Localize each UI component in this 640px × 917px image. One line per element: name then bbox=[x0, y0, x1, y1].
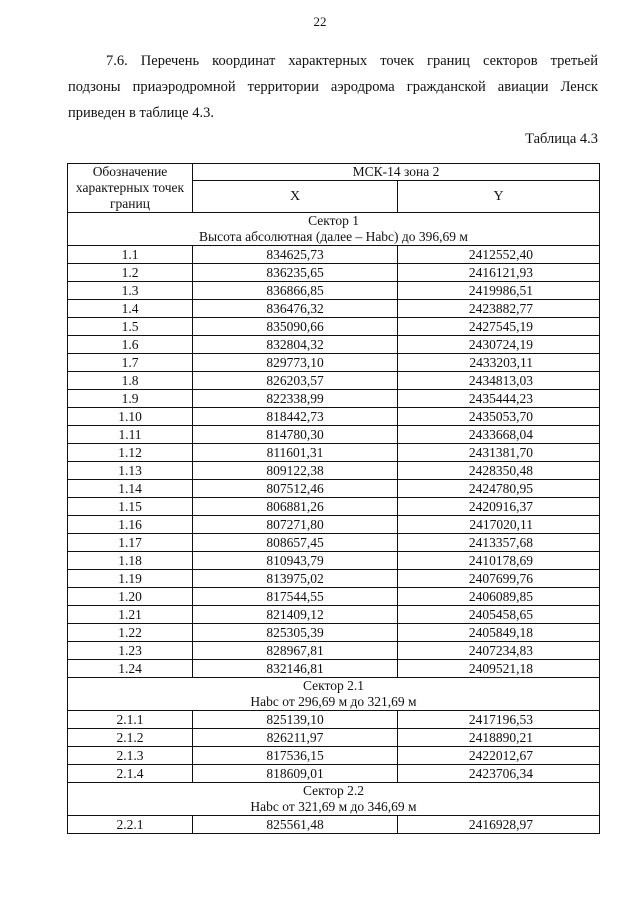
table-row bbox=[68, 318, 600, 336]
x-coordinate-cell: 810943,79 bbox=[193, 552, 398, 570]
paragraph-line-3: приведен в таблице 4.3. bbox=[68, 105, 214, 121]
x-coordinate-cell: 835090,66 bbox=[193, 318, 398, 336]
x-coordinate-cell: 836866,85 bbox=[193, 282, 398, 300]
y-coordinate-cell: 2434813,03 bbox=[398, 372, 600, 390]
point-designation-cell: 1.3 bbox=[68, 282, 193, 300]
x-coordinate-cell: 829773,10 bbox=[193, 354, 398, 372]
y-coordinate-cell: 2412552,40 bbox=[398, 246, 600, 264]
table-row bbox=[68, 588, 600, 606]
x-coordinate-cell: 814780,30 bbox=[193, 426, 398, 444]
x-coordinate-cell: 817536,15 bbox=[193, 747, 398, 765]
table-row bbox=[68, 390, 600, 408]
point-designation-cell: 2.1.4 bbox=[68, 765, 193, 783]
table-row bbox=[68, 372, 600, 390]
point-designation-cell: 2.1.2 bbox=[68, 729, 193, 747]
point-designation-cell: 1.13 bbox=[68, 462, 193, 480]
point-designation-cell: 1.5 bbox=[68, 318, 193, 336]
sector-header bbox=[68, 783, 600, 816]
point-designation-cell: 2.1.3 bbox=[68, 747, 193, 765]
sector-header-row bbox=[68, 783, 600, 816]
x-coordinate-cell: 832804,32 bbox=[193, 336, 398, 354]
y-coordinate-cell: 2417196,53 bbox=[398, 711, 600, 729]
point-designation-cell: 1.23 bbox=[68, 642, 193, 660]
y-coordinate-cell: 2424780,95 bbox=[398, 480, 600, 498]
point-designation-cell: 1.22 bbox=[68, 624, 193, 642]
table-row bbox=[68, 516, 600, 534]
table-caption: Таблица 4.3 bbox=[525, 131, 598, 147]
point-designation-cell: 1.14 bbox=[68, 480, 193, 498]
table-row bbox=[68, 534, 600, 552]
point-designation-cell: 1.11 bbox=[68, 426, 193, 444]
table-row bbox=[68, 444, 600, 462]
table-row bbox=[68, 246, 600, 264]
header-x: X bbox=[193, 181, 398, 213]
table-row bbox=[68, 660, 600, 678]
point-designation-cell: 1.1 bbox=[68, 246, 193, 264]
sector-header bbox=[68, 213, 600, 246]
table-row bbox=[68, 606, 600, 624]
y-coordinate-cell: 2419986,51 bbox=[398, 282, 600, 300]
table-row bbox=[68, 552, 600, 570]
x-coordinate-cell: 836476,32 bbox=[193, 300, 398, 318]
coordinates-table bbox=[67, 163, 600, 834]
header-y: Y bbox=[398, 181, 600, 213]
table-row bbox=[68, 729, 600, 747]
header-designation-line: границ bbox=[110, 196, 150, 211]
y-coordinate-cell: 2407234,83 bbox=[398, 642, 600, 660]
table-row bbox=[68, 426, 600, 444]
point-designation-cell: 1.7 bbox=[68, 354, 193, 372]
table-row bbox=[68, 462, 600, 480]
sector-subtitle: Наbс от 321,69 м до 346,69 м bbox=[250, 799, 417, 814]
header-designation-line: характерных точек bbox=[75, 180, 185, 195]
point-designation-cell: 1.20 bbox=[68, 588, 193, 606]
header-designation bbox=[68, 164, 193, 213]
table-row bbox=[68, 711, 600, 729]
table-row bbox=[68, 408, 600, 426]
intro-paragraph bbox=[68, 48, 598, 126]
x-coordinate-cell: 825561,48 bbox=[193, 816, 398, 834]
paragraph-line-2: подзоны приаэродромной территории аэродрома гражданской авиации Ленск bbox=[68, 79, 598, 95]
sector-subtitle: Высота абсолютная (далее – Нabс) до 396,69 м bbox=[199, 229, 468, 244]
table-row bbox=[68, 264, 600, 282]
x-coordinate-cell: 836235,65 bbox=[193, 264, 398, 282]
point-designation-cell: 1.4 bbox=[68, 300, 193, 318]
point-designation-cell: 1.10 bbox=[68, 408, 193, 426]
header-coordinate-system: МСК-14 зона 2 bbox=[193, 164, 600, 181]
table-row bbox=[68, 570, 600, 588]
point-designation-cell: 1.24 bbox=[68, 660, 193, 678]
x-coordinate-cell: 817544,55 bbox=[193, 588, 398, 606]
y-coordinate-cell: 2420916,37 bbox=[398, 498, 600, 516]
table-row bbox=[68, 816, 600, 834]
point-designation-cell: 1.2 bbox=[68, 264, 193, 282]
sector-header-row bbox=[68, 213, 600, 246]
y-coordinate-cell: 2416121,93 bbox=[398, 264, 600, 282]
x-coordinate-cell: 807271,80 bbox=[193, 516, 398, 534]
table-row bbox=[68, 747, 600, 765]
x-coordinate-cell: 811601,31 bbox=[193, 444, 398, 462]
point-designation-cell: 1.19 bbox=[68, 570, 193, 588]
table-header-row bbox=[68, 164, 600, 181]
point-designation-cell: 1.8 bbox=[68, 372, 193, 390]
x-coordinate-cell: 818442,73 bbox=[193, 408, 398, 426]
x-coordinate-cell: 826211,97 bbox=[193, 729, 398, 747]
x-coordinate-cell: 821409,12 bbox=[193, 606, 398, 624]
point-designation-cell: 1.16 bbox=[68, 516, 193, 534]
paragraph-line-1: 7.6. Перечень координат характерных точек границ секторов третьей bbox=[106, 53, 598, 69]
y-coordinate-cell: 2433203,11 bbox=[398, 354, 600, 372]
x-coordinate-cell: 826203,57 bbox=[193, 372, 398, 390]
table-row bbox=[68, 624, 600, 642]
y-coordinate-cell: 2410178,69 bbox=[398, 552, 600, 570]
x-coordinate-cell: 825139,10 bbox=[193, 711, 398, 729]
point-designation-cell: 1.15 bbox=[68, 498, 193, 516]
sector-title: Сектор 1 bbox=[308, 213, 359, 228]
header-designation-line: Обозначение bbox=[92, 164, 168, 179]
y-coordinate-cell: 2423706,34 bbox=[398, 765, 600, 783]
table-row bbox=[68, 354, 600, 372]
x-coordinate-cell: 834625,73 bbox=[193, 246, 398, 264]
sector-title: Сектор 2.1 bbox=[303, 678, 365, 693]
y-coordinate-cell: 2409521,18 bbox=[398, 660, 600, 678]
y-coordinate-cell: 2422012,67 bbox=[398, 747, 600, 765]
y-coordinate-cell: 2417020,11 bbox=[398, 516, 600, 534]
y-coordinate-cell: 2430724,19 bbox=[398, 336, 600, 354]
point-designation-cell: 1.18 bbox=[68, 552, 193, 570]
y-coordinate-cell: 2418890,21 bbox=[398, 729, 600, 747]
y-coordinate-cell: 2405458,65 bbox=[398, 606, 600, 624]
point-designation-cell: 2.2.1 bbox=[68, 816, 193, 834]
table-row bbox=[68, 336, 600, 354]
x-coordinate-cell: 806881,26 bbox=[193, 498, 398, 516]
y-coordinate-cell: 2435053,70 bbox=[398, 408, 600, 426]
table-row bbox=[68, 282, 600, 300]
y-coordinate-cell: 2435444,23 bbox=[398, 390, 600, 408]
y-coordinate-cell: 2413357,68 bbox=[398, 534, 600, 552]
x-coordinate-cell: 809122,38 bbox=[193, 462, 398, 480]
y-coordinate-cell: 2428350,48 bbox=[398, 462, 600, 480]
point-designation-cell: 1.17 bbox=[68, 534, 193, 552]
x-coordinate-cell: 808657,45 bbox=[193, 534, 398, 552]
x-coordinate-cell: 807512,46 bbox=[193, 480, 398, 498]
y-coordinate-cell: 2416928,97 bbox=[398, 816, 600, 834]
sector-title: Сектор 2.2 bbox=[303, 783, 365, 798]
y-coordinate-cell: 2427545,19 bbox=[398, 318, 600, 336]
x-coordinate-cell: 825305,39 bbox=[193, 624, 398, 642]
point-designation-cell: 2.1.1 bbox=[68, 711, 193, 729]
sector-header-row bbox=[68, 678, 600, 711]
point-designation-cell: 1.6 bbox=[68, 336, 193, 354]
point-designation-cell: 1.12 bbox=[68, 444, 193, 462]
x-coordinate-cell: 832146,81 bbox=[193, 660, 398, 678]
x-coordinate-cell: 822338,99 bbox=[193, 390, 398, 408]
table-row bbox=[68, 765, 600, 783]
point-designation-cell: 1.9 bbox=[68, 390, 193, 408]
y-coordinate-cell: 2433668,04 bbox=[398, 426, 600, 444]
x-coordinate-cell: 828967,81 bbox=[193, 642, 398, 660]
point-designation-cell: 1.21 bbox=[68, 606, 193, 624]
sector-header bbox=[68, 678, 600, 711]
table-row bbox=[68, 480, 600, 498]
x-coordinate-cell: 813975,02 bbox=[193, 570, 398, 588]
page-number: 22 bbox=[313, 14, 327, 29]
table-row bbox=[68, 498, 600, 516]
y-coordinate-cell: 2407699,76 bbox=[398, 570, 600, 588]
y-coordinate-cell: 2431381,70 bbox=[398, 444, 600, 462]
table-row bbox=[68, 642, 600, 660]
x-coordinate-cell: 818609,01 bbox=[193, 765, 398, 783]
y-coordinate-cell: 2405849,18 bbox=[398, 624, 600, 642]
table-row bbox=[68, 300, 600, 318]
sector-subtitle: Наbс от 296,69 м до 321,69 м bbox=[250, 694, 417, 709]
y-coordinate-cell: 2406089,85 bbox=[398, 588, 600, 606]
y-coordinate-cell: 2423882,77 bbox=[398, 300, 600, 318]
